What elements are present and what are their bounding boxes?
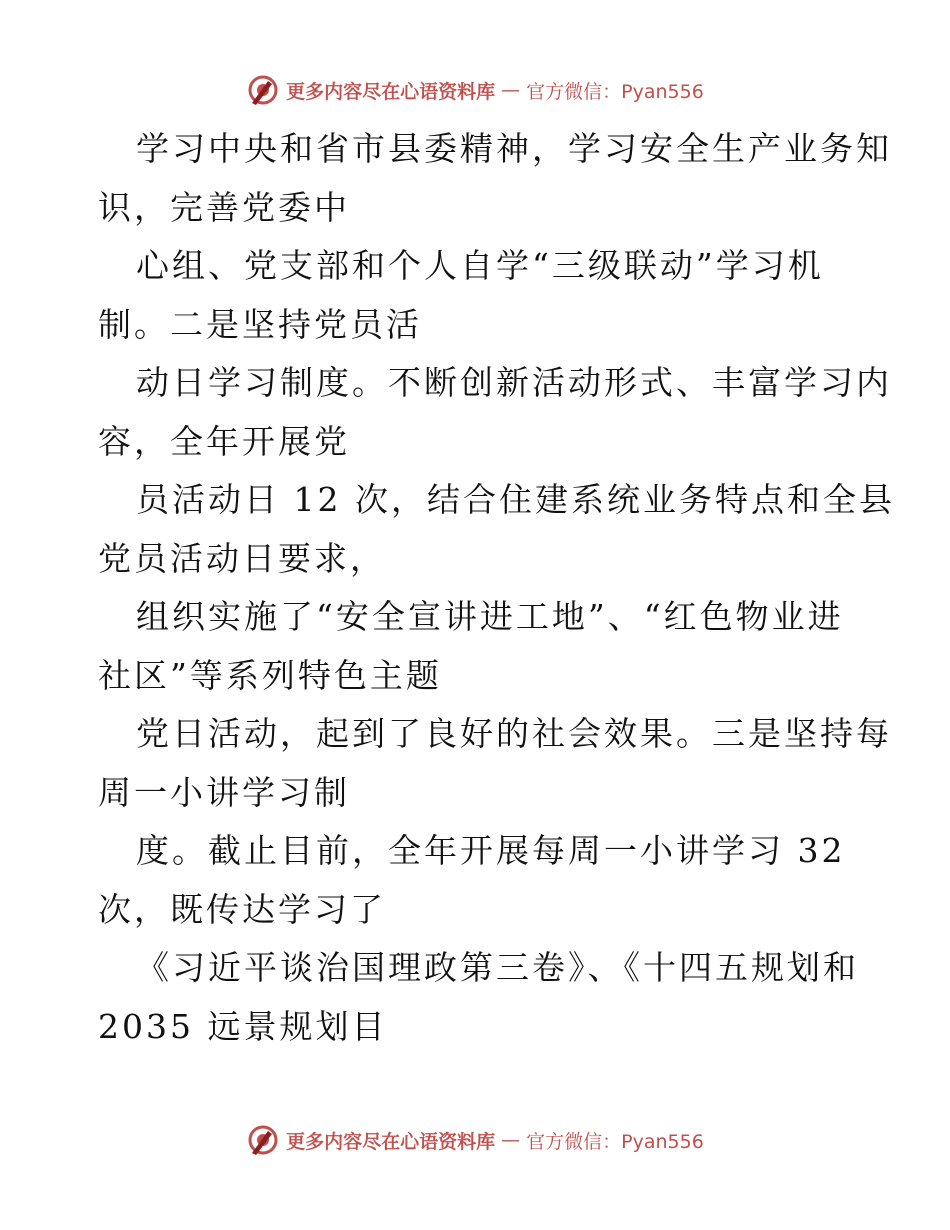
text-line: 心组、党支部和个人自学“三级联动”学习机	[136, 246, 824, 285]
text-line: 制。二是坚持党员活	[98, 304, 422, 344]
banner-main-text: 更多内容尽在心语资料库	[286, 80, 496, 103]
text-line: 识，完善党委中	[98, 187, 350, 227]
banner-dash: —	[501, 1129, 521, 1151]
banner-main-text: 更多内容尽在心语资料库	[286, 1130, 496, 1153]
text-line: 党员活动日要求，	[98, 538, 386, 578]
text-line: 周一小讲学习制	[98, 772, 350, 812]
text-line: 次，既传达学习了	[98, 889, 386, 929]
banner-wechat-text: 官方微信：Pyan556	[526, 80, 704, 103]
footer-banner	[0, 1120, 950, 1160]
quill-circle-icon	[246, 73, 280, 107]
text-line: 动日学习制度。不断创新活动形式、丰富学习内	[136, 363, 892, 402]
quill-circle-icon	[246, 1123, 280, 1157]
banner-dash: —	[501, 79, 521, 101]
text-line: 党日活动，起到了良好的社会效果。三是坚持每	[136, 714, 892, 753]
text-line: 容，全年开展党	[98, 421, 350, 461]
text-line: 学习中央和省市县委精神，学习安全生产业务知	[136, 129, 892, 168]
text-line: 2035 远景规划目	[98, 1006, 388, 1046]
text-line: 度。截止目前，全年开展每周一小讲学习 32	[136, 831, 846, 870]
text-line: 社区”等系列特色主题	[98, 655, 442, 695]
text-line: 《习近平谈治国理政第三卷》、《十四五规划和	[136, 948, 859, 987]
banner-wechat-text: 官方微信：Pyan556	[526, 1130, 704, 1153]
text-line: 组织实施了“安全宣讲进工地”、“红色物业进	[136, 597, 844, 636]
body-paragraph	[98, 120, 895, 1056]
header-banner	[0, 70, 950, 110]
text-line: 员活动日 12 次，结合住建系统业务特点和全县	[136, 480, 895, 519]
